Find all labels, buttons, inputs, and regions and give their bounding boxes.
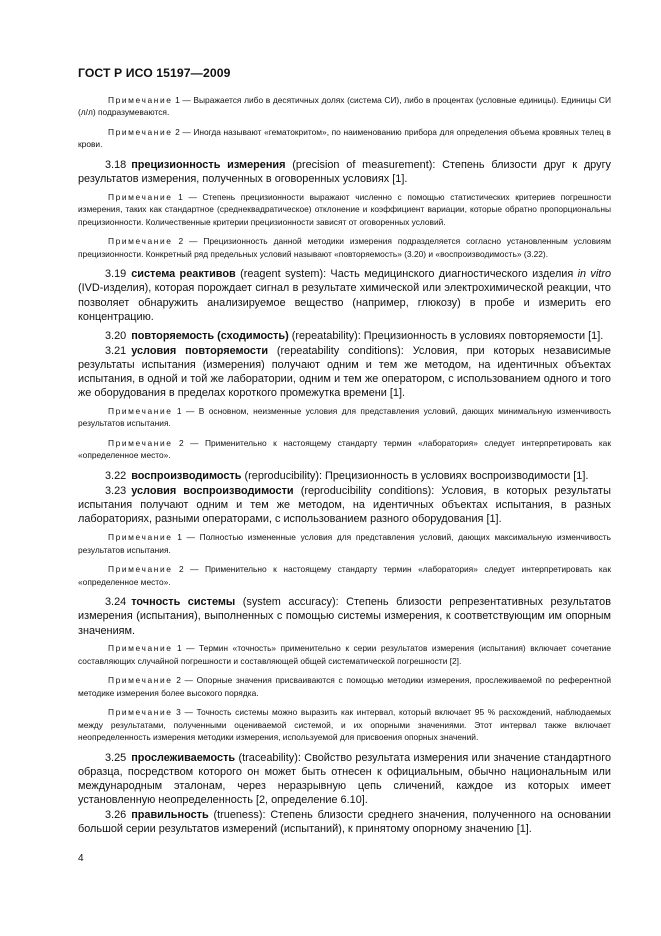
term-number: 3.19: [105, 268, 127, 281]
term-number: 3.23: [105, 485, 127, 498]
note-label: Примечание: [108, 438, 173, 449]
note-precision-1: [78, 191, 611, 228]
note-accuracy-1: [78, 642, 611, 667]
term-number: 3.24: [105, 596, 127, 609]
term-3-23: [78, 484, 611, 527]
note-reproducibility-2: [78, 563, 611, 588]
term-3-24: [78, 595, 611, 638]
note-label: Примечание: [108, 675, 173, 686]
term-3-22: [78, 469, 611, 483]
term-definition: (traceability): Свойство результата измерения или значение стандартного образца, посредством которого он может быть отнесен к официальным, обычно национальным или международным эталонам, через неразрывную цепь сличений, каждое из которых имеет установленную неопределенность [2, определение 6.10].: [78, 751, 612, 807]
note-text: 2 — Опорные значения присваиваются с помощью методики измерения, прослеживаемой по референтной методике измерения более высокого порядка.: [78, 675, 612, 698]
document-header: ГОСТ Р ИСО 15197—2009: [78, 66, 231, 80]
note-text: 2 — Прецизионность данной методики измерения подразделяется согласно установленным условиям прецизионности. Конкретный ряд предельных условий называют «повторяемость» (3.20) и «воспроизводимость» (3.22).: [78, 236, 611, 259]
note-text: 3 — Точность системы можно выразить как интервал, который включает 95 % расхождений, наблюдаемых между результатами, полученными оцениваемой системой, и их опорными значениями. Этот интервал также включает неопределенность измерения методики измерения, используемой для присвоения опорных значений.: [78, 707, 612, 742]
note-accuracy-2: [78, 674, 611, 699]
term-3-20: [78, 329, 611, 343]
term-italic: in vitro: [577, 268, 612, 281]
term-number: 3.21: [105, 344, 127, 357]
document-page: [78, 66, 611, 841]
note-text: 1 — В основном, неизменные условия для представления условий, дающих минимальную изменчивость результатов испытания.: [78, 406, 612, 429]
note-hematocrit-1: [78, 94, 611, 119]
term-name: прослеживаемость: [131, 751, 236, 764]
term-number: 3.22: [105, 470, 127, 483]
term-name: условия воспроизводимости: [131, 485, 294, 498]
term-definition: (system accuracy): Степень близости репрезентативных результатов измерения (испытания), выполненных с помощью системы измерения, к соответствующим им опорным значениям.: [78, 596, 611, 637]
page-number: 4: [78, 853, 84, 864]
term-number: 3.20: [105, 329, 127, 342]
term-definition: (reproducibility conditions): Условия, в которых результаты испытания получают одним и тем же методом, на идентичных объектах испытания, в разных лабораториях, разными операторами, с использованием разного оборудования [1].: [78, 485, 611, 526]
note-repeatability-1: [78, 405, 611, 430]
note-label: Примечание: [108, 126, 173, 137]
note-text: 2 — Иногда называют «гематокритом», по наименованию прибора для определения объема кровяных телец в крови.: [78, 126, 611, 150]
term-number: 3.26: [105, 809, 127, 822]
note-label: Примечание: [108, 532, 173, 543]
term-3-19: [78, 267, 611, 324]
term-number: 3.25: [105, 751, 127, 764]
term-definition: (repeatability conditions): Условия, при которых независимые результаты испытания (измерения) получают одним и тем же методом, на идентичных объектах испытания, в одной и той же лаборатории, одним и тем же оператором, с использованием одного и того же оборудования в пределах короткого промежутка времени [1].: [78, 344, 611, 400]
note-text: 1 — Выражается либо в десятичных долях (система СИ), либо в процентах (условные единицы). Единицы СИ (л/л) подразумеваются.: [78, 95, 611, 118]
note-label: Примечание: [108, 191, 173, 202]
term-3-25: [78, 751, 611, 808]
note-text: 1 — Термин «точность» применительно к серии результатов измерения (испытания) включает сочетание составляющих случайной погрешности и составляющей общей систематической погрешности [2].: [78, 643, 611, 666]
note-accuracy-3: [78, 706, 611, 743]
term-definition: (precision of measurement): Степень близости друг к другу результатов измерения, полученных в оговоренных условиях [1].: [78, 158, 611, 186]
note-text: 2 — Применительно к настоящему стандарту термин «лаборатория» следует интерпретировать как «определенное место».: [78, 438, 611, 461]
note-label: Примечание: [108, 236, 173, 247]
term-definition-start: (reagent system): Часть медицинского диагностического изделия: [240, 268, 578, 281]
note-text: 2 — Применительно к настоящему стандарту термин «лаборатория» следует интерпретировать как «определенное место».: [78, 564, 611, 587]
term-3-21: [78, 344, 611, 401]
note-label: Примечание: [108, 707, 173, 718]
term-definition: (repeatability): Прецизионность в условиях повторяемости [1].: [291, 329, 604, 342]
term-name: точность системы: [131, 596, 236, 609]
note-precision-2: [78, 235, 611, 260]
term-name: повторяемость (сходимость): [131, 329, 289, 342]
term-3-18: [78, 158, 611, 186]
note-label: Примечание: [108, 95, 173, 105]
note-repeatability-2: [78, 437, 611, 462]
note-reproducibility-1: [78, 531, 611, 556]
term-definition: (trueness): Степень близости среднего значения, полученного на основании большой серии результатов измерений (испытаний), к принятому опорному значению [1].: [78, 809, 611, 836]
note-label: Примечание: [108, 564, 173, 575]
term-definition: (reproducibility): Прецизионность в условиях воспроизводимости [1].: [244, 470, 589, 483]
term-name: воспроизводимость: [131, 470, 242, 483]
note-label: Примечание: [108, 643, 173, 654]
note-hematocrit-2: [78, 126, 611, 151]
note-text: 1 — Степень прецизионности выражают численно с помощью статистических критериев погрешности измерения, таких как стандартное (среднеквадратическое) отклонение и коэффициент вариации, которые обратно пропорциональны прецизионности. Количественные критерии прецизионности зависят от оговоренных условий.: [78, 191, 612, 227]
note-text: 1 — Полностью измененные условия для представления условий, дающих максимальную изменчивость результатов испытания.: [78, 532, 611, 555]
term-definition: (IVD-изделия), которая порождает сигнал в результате химической или электрохимической реакции, что позволяет обнаружить анализируемое вещество (например, глюкозу) в пробе и измерить его концентрацию.: [78, 282, 611, 323]
note-label: Примечание: [108, 406, 173, 417]
term-name: прецизионность измерения: [131, 158, 286, 171]
term-number: 3.18: [105, 158, 127, 171]
term-3-26: [78, 808, 611, 836]
term-name: условия повторяемости: [131, 344, 269, 357]
term-name: система реактивов: [131, 268, 236, 281]
term-name: правильность: [131, 809, 209, 822]
